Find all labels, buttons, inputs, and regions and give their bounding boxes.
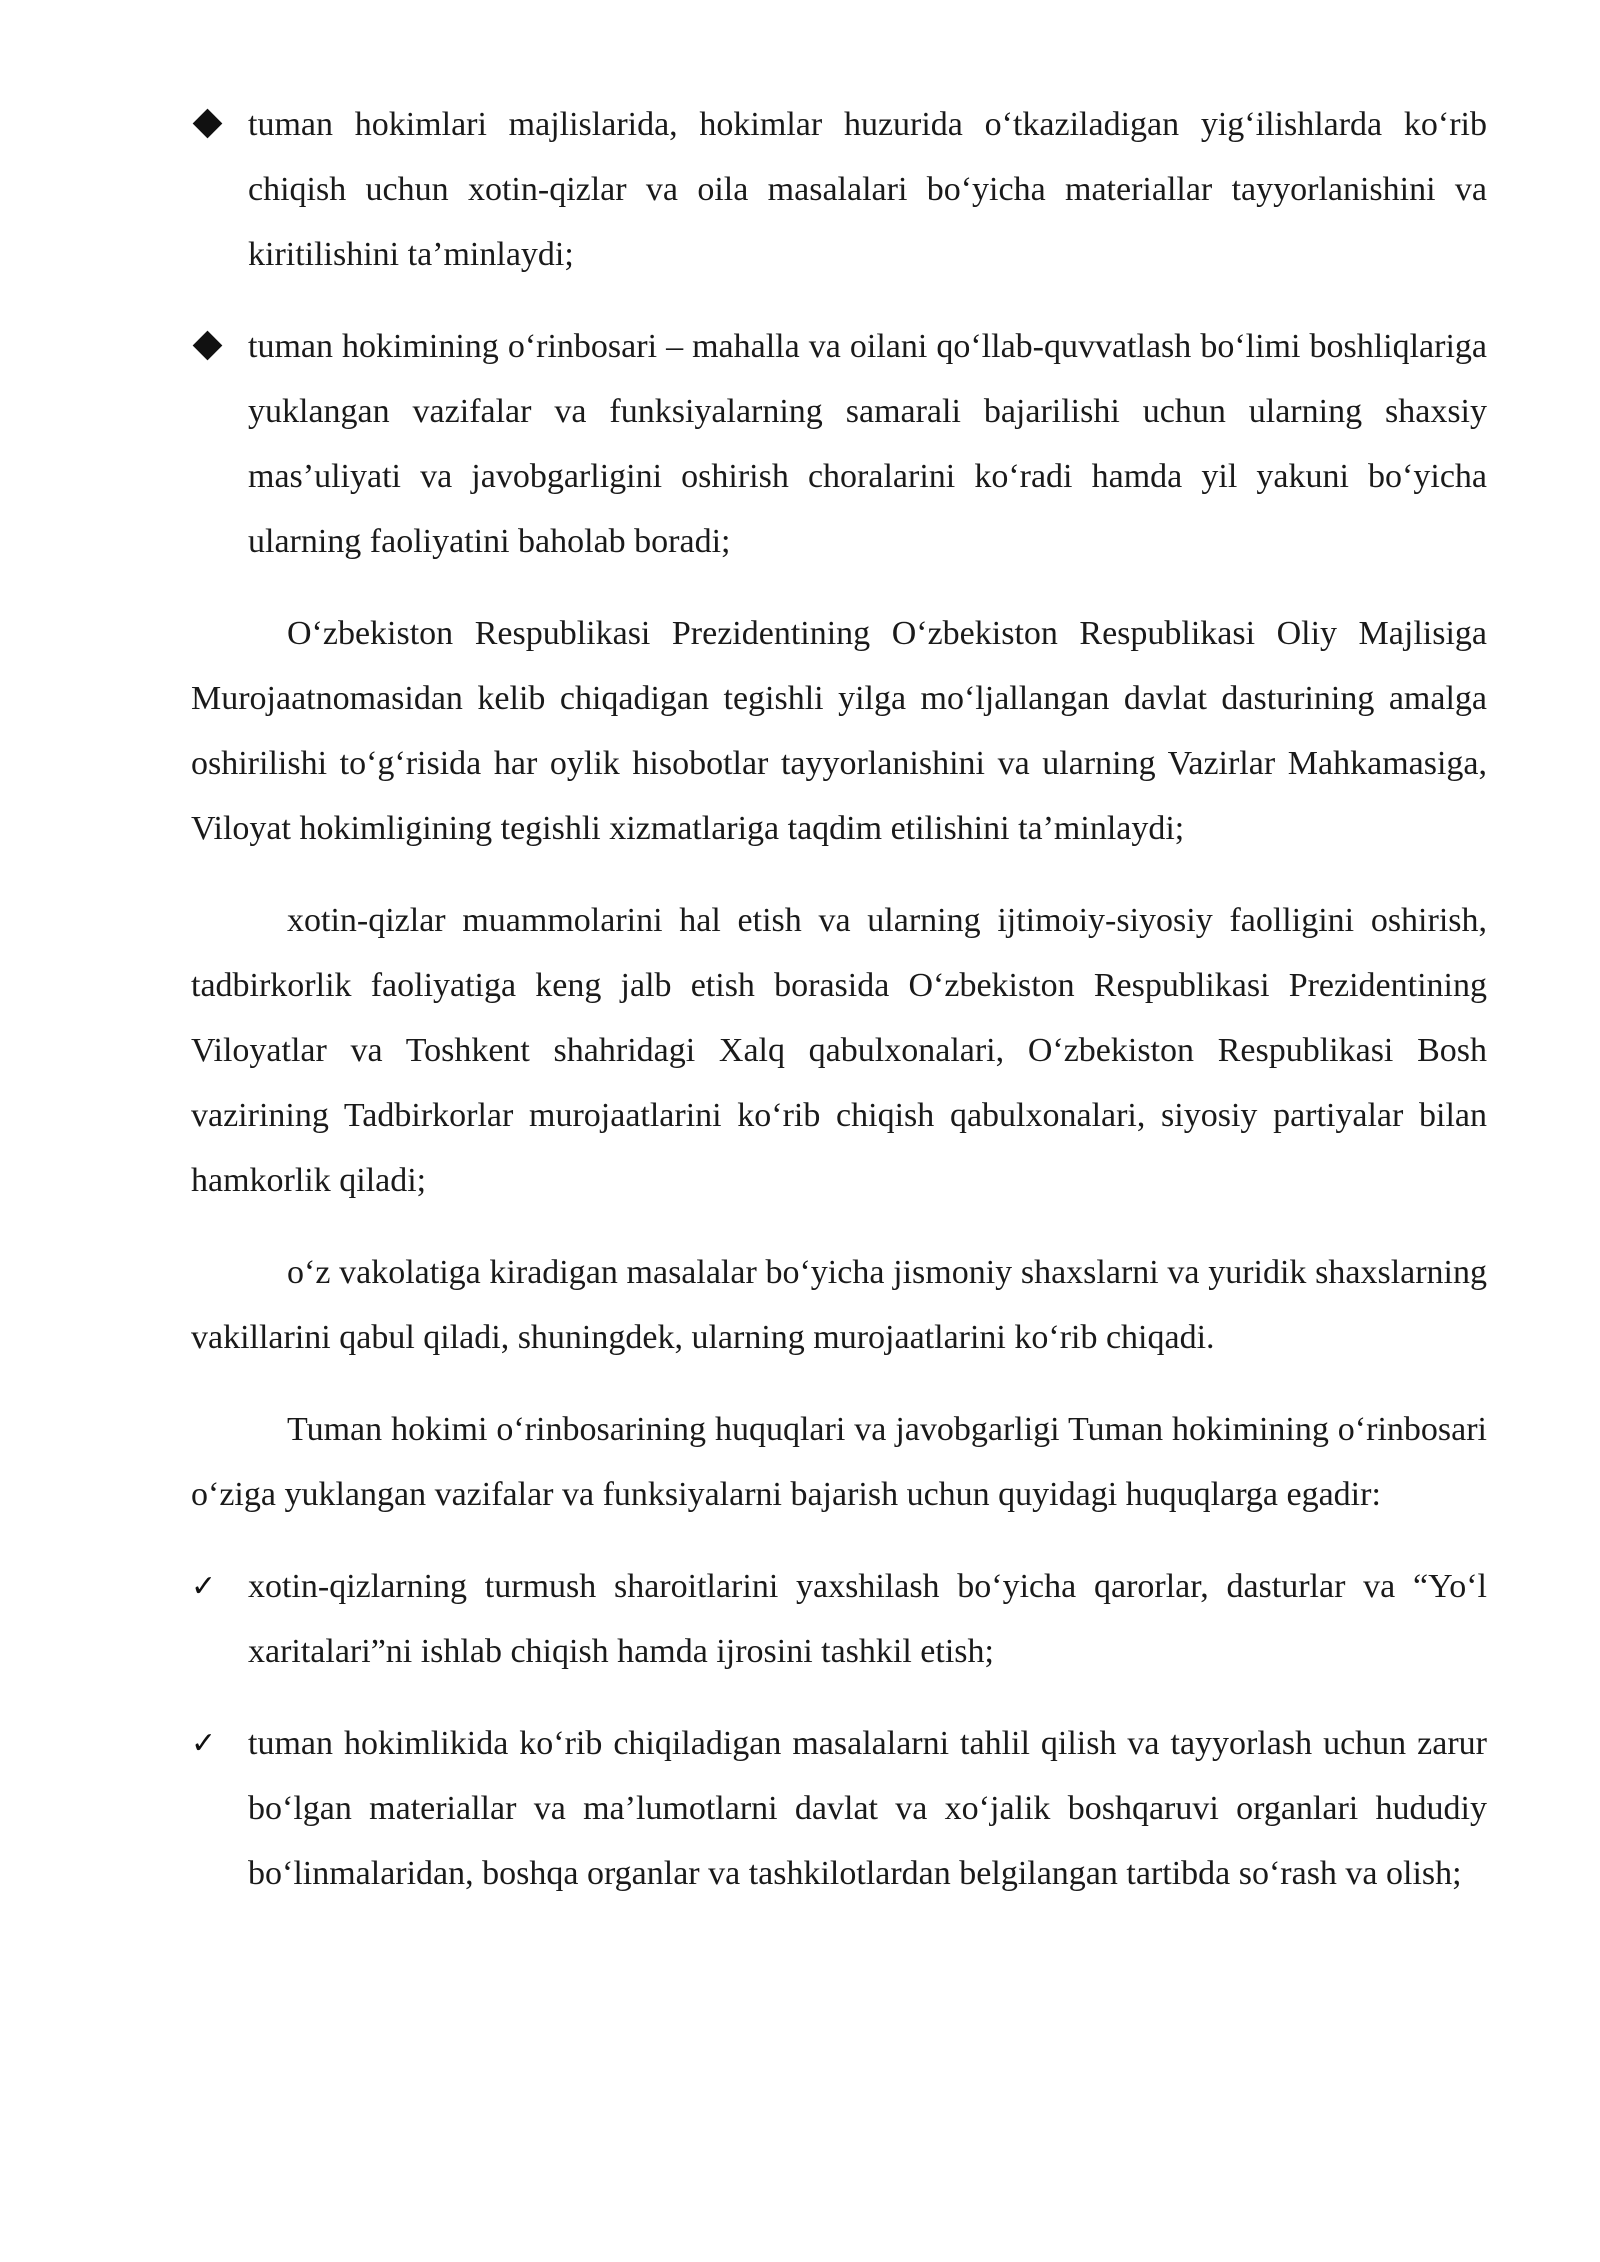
diamond-list-item — [191, 92, 1487, 287]
checkmark-bullet-icon: ✓ — [191, 1726, 217, 1761]
body-paragraph: O‘zbekiston Respublikasi Prezidentining O‘zbekiston Respublikasi Oliy Majlisiga Murojaatnomasidan kelib chiqadigan tegishli yilga mo‘ljallangan davlat dasturining amalga oshirilishi to‘g‘risida har oylik hisobotlar tayyorlanishini va ularning Vazirlar Mahkamasiga, Viloyat hokimligining tegishli xizmatlariga taqdim etilishini ta’minlaydi; — [191, 615, 1487, 847]
diamond-bullet-icon — [191, 92, 231, 157]
body-paragraph: xotin-qizlar muammolarini hal etish va ularning ijtimoiy-siyosiy faolligini oshirish, tadbirkorlik faoliyatiga keng jalb etish borasida O‘zbekiston Respublikasi Prezidentining Viloyatlar va Toshkent shahridagi Xalq qabulxonalari, O‘zbekiston Respublikasi Bosh vazirining Tadbirkorlar murojaatlarini ko‘rib chiqish qabulxonalari, siyosiy partiyalar bilan hamkorlik qiladi; — [191, 902, 1487, 1199]
list-item-text: tuman hokimining o‘rinbosari – mahalla va oilani qo‘llab-quvvatlash bo‘limi boshliqlariga yuklangan vazifalar va funksiyalarning samarali bajarilishi uchun ularning shaxsiy mas’uliyati va javobgarligini oshirish choralarini ko‘radi hamda yil yakuni bo‘yicha ularning faoliyatini baholab boradi; — [248, 328, 1487, 560]
document-page — [191, 92, 1487, 1933]
check-list-item — [191, 1711, 1487, 1906]
diamond-list-item — [191, 314, 1487, 574]
check-list-item — [191, 1554, 1487, 1684]
list-item-text: xotin-qizlarning turmush sharoitlarini yaxshilash bo‘yicha qarorlar, dasturlar va “Yo‘l xaritalari”ni ishlab chiqish hamda ijrosini tashkil etish; — [248, 1568, 1487, 1670]
checkmark-bullet-icon: ✓ — [191, 1569, 217, 1604]
list-item-text: tuman hokimlikida ko‘rib chiqiladigan masalalarni tahlil qilish va tayyorlash uchun zarur bo‘lgan materiallar va ma’lumotlarni davlat va xo‘jalik boshqaruvi organlari hududiy bo‘linmalaridan, boshqa organlar va tashkilotlardan belgilangan tartibda so‘rash va olish; — [248, 1725, 1487, 1892]
list-item-text: tuman hokimlari majlislarida, hokimlar huzurida o‘tkaziladigan yig‘ilishlarda ko‘rib chiqish uchun xotin-qizlar va oila masalalari bo‘yicha materiallar tayyorlanishini va kiritilishini ta’minlaydi; — [248, 106, 1487, 273]
diamond-bullet-icon — [191, 314, 231, 379]
body-paragraph: o‘z vakolatiga kiradigan masalalar bo‘yicha jismoniy shaxslarni va yuridik shaxslarning vakillarini qabul qiladi, shuningdek, ularning murojaatlarini ko‘rib chiqadi. — [191, 1254, 1487, 1356]
body-paragraph: Tuman hokimi o‘rinbosarining huquqlari va javobgarligi Tuman hokimining o‘rinbosari o‘ziga yuklangan vazifalar va funksiyalarni bajarish uchun quyidagi huquqlarga egadir: — [191, 1411, 1487, 1513]
